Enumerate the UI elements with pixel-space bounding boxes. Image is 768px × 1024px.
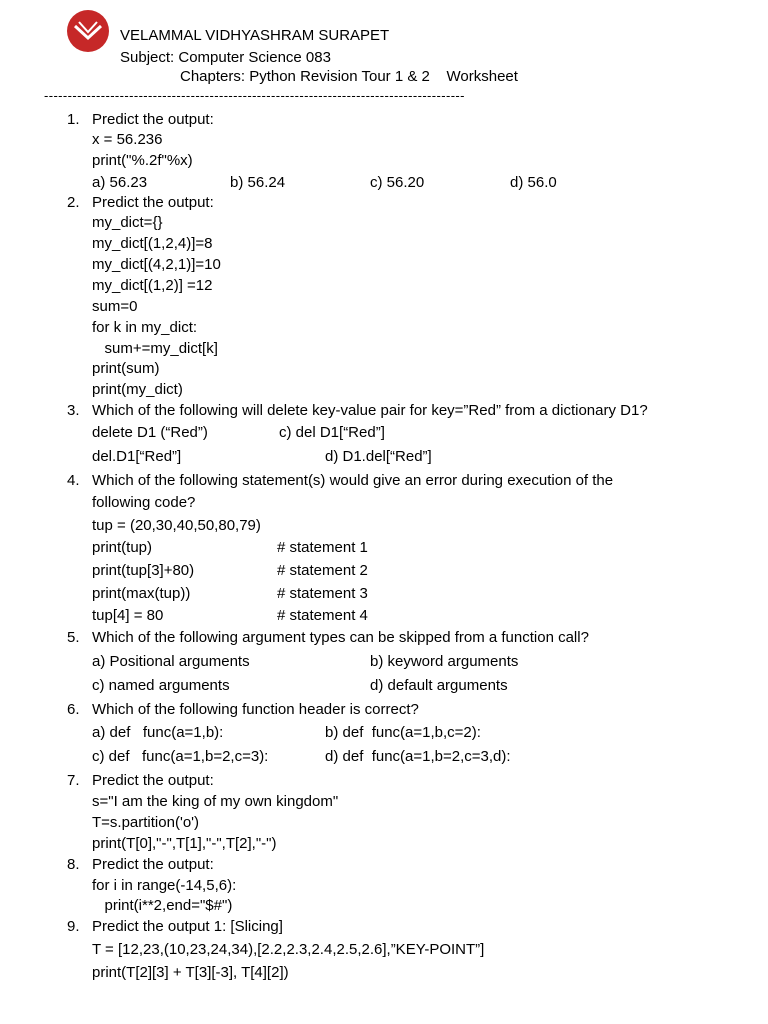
q2-code-line: for k in my_dict: bbox=[92, 319, 198, 336]
q2-code-line: print(my_dict) bbox=[92, 381, 183, 398]
q4-statement-comment: # statement 4 bbox=[277, 607, 368, 624]
q5-number: 5. bbox=[67, 629, 80, 646]
q4-statement-code: tup[4] = 80 bbox=[92, 607, 164, 624]
q4-code-line: tup = (20,30,40,50,80,79) bbox=[92, 517, 261, 534]
q4-prompt-line2: following code? bbox=[92, 494, 196, 511]
q4-statement-comment: # statement 2 bbox=[277, 562, 368, 579]
q8-number: 8. bbox=[67, 856, 80, 873]
q6-option-c: c) def func(a=1,b=2,c=3): bbox=[92, 748, 269, 765]
school-logo-icon bbox=[67, 10, 109, 52]
q7-code-line: T=s.partition('o') bbox=[92, 814, 200, 831]
q3-prompt: Which of the following will delete key-value pair for key=”Red” from a dictionary D1? bbox=[92, 402, 648, 419]
subject-line: Subject: Computer Science 083 bbox=[120, 49, 331, 66]
q5-option-c: c) named arguments bbox=[92, 677, 230, 694]
q5-prompt: Which of the following argument types can be skipped from a function call? bbox=[92, 629, 589, 646]
q4-statement-code: print(tup[3]+80) bbox=[92, 562, 195, 579]
q4-statement-code: print(tup) bbox=[92, 539, 153, 556]
q1-option-d: d) 56.0 bbox=[510, 174, 557, 191]
q3-number: 3. bbox=[67, 402, 80, 419]
q2-code-line: my_dict={} bbox=[92, 214, 163, 231]
q4-number: 4. bbox=[67, 472, 80, 489]
q2-code-line: print(sum) bbox=[92, 360, 160, 377]
q4-statement-comment: # statement 1 bbox=[277, 539, 368, 556]
q6-option-b: b) def func(a=1,b,c=2): bbox=[325, 724, 481, 741]
q1-number: 1. bbox=[67, 111, 80, 128]
q6-option-a: a) def func(a=1,b): bbox=[92, 724, 224, 741]
q5-option-a: a) Positional arguments bbox=[92, 653, 250, 670]
school-name: VELAMMAL VIDHYASHRAM SURAPET bbox=[120, 27, 390, 44]
q5-option-d: d) default arguments bbox=[370, 677, 508, 694]
q1-option-b: b) 56.24 bbox=[230, 174, 286, 191]
q2-code-line: my_dict[(1,2,4)]=8 bbox=[92, 235, 213, 252]
q9-number: 9. bbox=[67, 918, 80, 935]
q4-prompt-line1: Which of the following statement(s) would give an error during execution of the bbox=[92, 472, 614, 489]
q7-code-line: s="I am the king of my own kingdom" bbox=[92, 793, 339, 810]
q3-option-d: d) D1.del[“Red”] bbox=[325, 448, 432, 465]
header-divider: ----------------------------------------------------------------------------------------- bbox=[44, 88, 465, 103]
q2-code-line: sum+=my_dict[k] bbox=[92, 340, 218, 357]
q3-option-b: del.D1[“Red”] bbox=[92, 448, 182, 465]
q7-number: 7. bbox=[67, 772, 80, 789]
q7-code-line: print(T[0],"-",T[1],"-",T[2],"-") bbox=[92, 835, 277, 852]
chapters-line: Chapters: Python Revision Tour 1 & 2 Worksheet bbox=[180, 68, 518, 85]
q2-code-line: my_dict[(4,2,1)]=10 bbox=[92, 256, 221, 273]
q1-option-a: a) 56.23 bbox=[92, 174, 148, 191]
q6-option-d: d) def func(a=1,b=2,c=3,d): bbox=[325, 748, 511, 765]
q7-prompt: Predict the output: bbox=[92, 772, 214, 789]
q2-code-line: my_dict[(1,2)] =12 bbox=[92, 277, 213, 294]
q2-code-line: sum=0 bbox=[92, 298, 138, 315]
q6-prompt: Which of the following function header is correct? bbox=[92, 701, 419, 718]
q1-prompt: Predict the output: bbox=[92, 111, 214, 128]
q9-prompt: Predict the output 1: [Slicing] bbox=[92, 918, 283, 935]
q2-prompt: Predict the output: bbox=[92, 194, 214, 211]
q5-option-b: b) keyword arguments bbox=[370, 653, 519, 670]
q8-code-line: for i in range(-14,5,6): bbox=[92, 877, 237, 894]
q3-option-c: c) del D1[“Red”] bbox=[279, 424, 385, 441]
q2-number: 2. bbox=[67, 194, 80, 211]
q4-statement-code: print(max(tup)) bbox=[92, 585, 191, 602]
q1-code-line: print("%.2f"%x) bbox=[92, 152, 193, 169]
q9-code-line: T = [12,23,(10,23,24,34),[2.2,2.3,2.4,2.5,2.6],”KEY-POINT”] bbox=[92, 941, 485, 958]
q1-code-line: x = 56.236 bbox=[92, 131, 163, 148]
q1-option-c: c) 56.20 bbox=[370, 174, 425, 191]
q3-option-a: delete D1 (“Red”) bbox=[92, 424, 208, 441]
q8-prompt: Predict the output: bbox=[92, 856, 214, 873]
q8-code-line: print(i**2,end="$#") bbox=[92, 897, 233, 914]
q9-code-line: print(T[2][3] + T[3][-3], T[4][2]) bbox=[92, 964, 289, 981]
q6-number: 6. bbox=[67, 701, 80, 718]
q4-statement-comment: # statement 3 bbox=[277, 585, 368, 602]
